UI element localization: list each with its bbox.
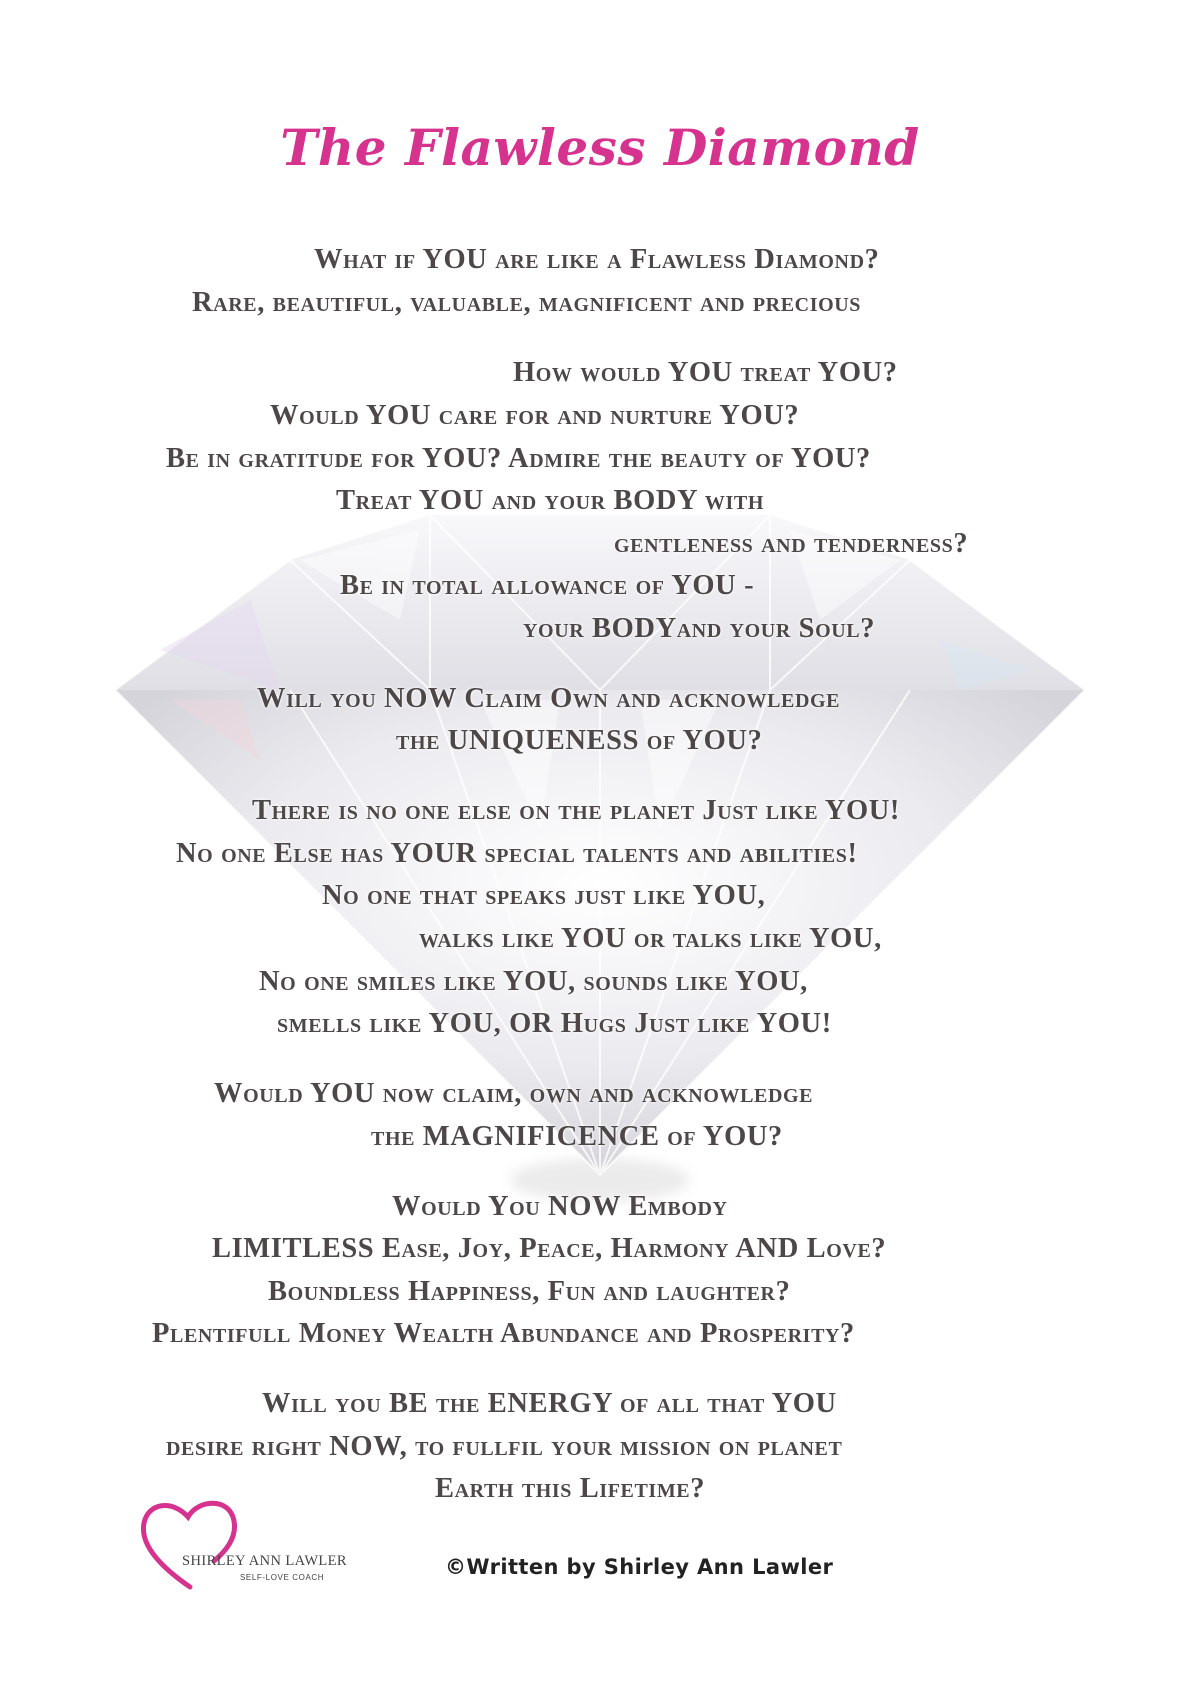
brand-logo — [130, 1495, 360, 1605]
poem-line: gentleness and tenderness? — [614, 528, 969, 559]
poem-line: Would YOU care for and nurture YOU? — [270, 400, 800, 431]
poem-line: How would YOU treat YOU? — [513, 357, 898, 388]
poem-line: No one smiles like YOU, sounds like YOU, — [259, 966, 808, 997]
poem-line: LIMITLESS Ease, Joy, Peace, Harmony AND Love? — [212, 1233, 887, 1264]
poem-title: The Flawless Diamond — [280, 118, 920, 177]
poem-line: What if YOU are like a Flawless Diamond? — [314, 244, 880, 275]
poem-line: Be in total allowance of YOU - — [340, 570, 755, 601]
poem-line: There is no one else on the planet Just like YOU! — [252, 795, 901, 826]
poem-line: Will you NOW Claim Own and acknowledge — [257, 683, 841, 714]
logo-tagline: SELF-LOVE COACH — [240, 1573, 325, 1582]
poem-line: Will you BE the ENERGY of all that YOU — [262, 1388, 837, 1419]
poem-line: No one that speaks just like YOU, — [322, 880, 766, 911]
poem-line: Would You NOW Embody — [392, 1191, 728, 1222]
poem-line: desire right NOW, to fullfil your mission on planet — [166, 1431, 843, 1462]
poem-line: your BODYand your Soul? — [523, 613, 876, 644]
poem-line: walks like YOU or talks like YOU, — [419, 923, 882, 954]
poem-line: Rare, beautiful, valuable, magnificent and precious — [192, 287, 862, 318]
poem-line: Be in gratitude for YOU? Admire the beauty of YOU? — [166, 443, 871, 474]
poem-line: Plentifull Money Wealth Abundance and Prosperity? — [152, 1318, 855, 1349]
poem-line: Earth this Lifetime? — [435, 1473, 706, 1504]
poem-line: the UNIQUENESS of YOU? — [396, 725, 763, 756]
poem-line: smells like YOU, OR Hugs Just like YOU! — [277, 1008, 832, 1039]
poem-line: Boundless Happiness, Fun and laughter? — [268, 1276, 791, 1307]
logo-name: SHIRLEY ANN LAWLER — [182, 1553, 347, 1569]
poem-line: No one Else has YOUR special talents and abilities! — [176, 838, 858, 869]
author-credit: ©Written by Shirley Ann Lawler — [445, 1555, 834, 1579]
poem-line: Would YOU now claim, own and acknowledge — [214, 1078, 814, 1109]
heart-icon — [138, 1495, 248, 1595]
poem-line: the MAGNIFICENCE of YOU? — [371, 1121, 783, 1152]
poem-line: Treat YOU and your BODY with — [336, 485, 764, 516]
